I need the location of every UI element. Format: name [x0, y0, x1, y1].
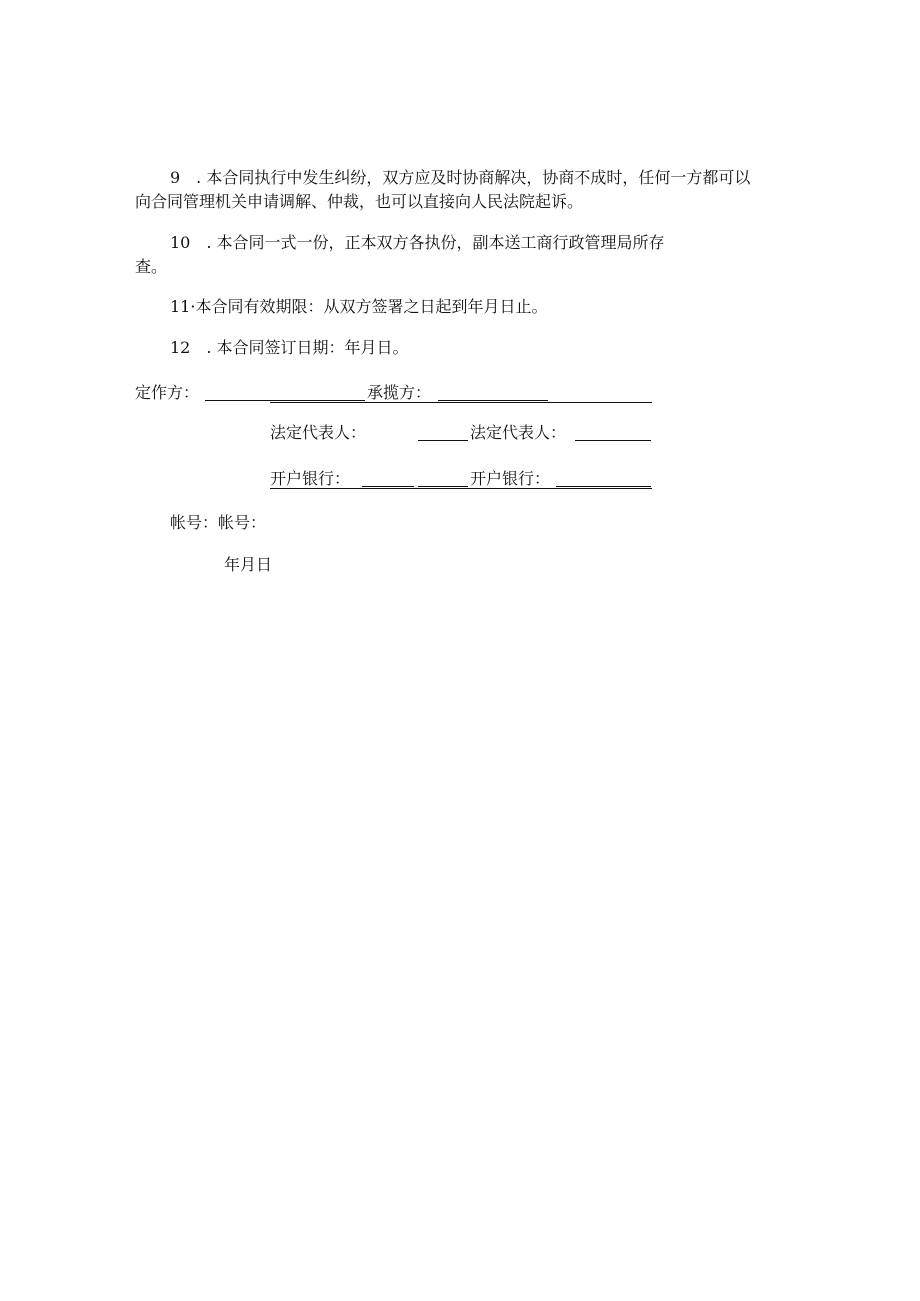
bank-a-blank-1 [362, 486, 414, 487]
legal-rep-a-blank [418, 440, 468, 441]
clause-9-line-1: 9 . 本合同执行中发生纠纷，双方应及时协商解决，协商不成时，任何一方都可以 [170, 168, 751, 187]
clause-11: 11·本合同有效期限：从双方签署之日起到年月日止。 [170, 297, 548, 316]
clause-10-line-2: 查。 [135, 257, 168, 276]
clause-10-line-1: 10 . 本合同一式一份，正本双方各执份，副本送工商行政管理局所存 [170, 233, 665, 252]
clause-9-line-2: 向合同管理机关申请调解、仲裁，也可以直接向人民法院起诉。 [135, 192, 584, 211]
bank-b-label: 开户银行： [470, 469, 551, 488]
party-b-blank [438, 400, 548, 401]
bank-a-label: 开户银行： [270, 469, 351, 488]
legal-rep-b-label: 法定代表人： [470, 423, 567, 442]
clause-12: 12 . 本合同签订日期：年月日。 [170, 338, 409, 357]
legal-rep-a-label: 法定代表人： [270, 423, 367, 442]
bank-a-blank-2 [418, 486, 468, 487]
party-row-underline [270, 402, 652, 403]
account-labels: 帐号：帐号： [170, 513, 267, 532]
bank-b-blank [556, 486, 651, 487]
legal-rep-b-blank [575, 440, 651, 441]
signature-date: 年月日 [224, 555, 273, 574]
bank-row-underline [270, 488, 652, 489]
party-a-label: 定作方： [135, 383, 200, 402]
party-b-label: 承揽方： [367, 383, 432, 402]
party-a-blank [205, 400, 365, 401]
